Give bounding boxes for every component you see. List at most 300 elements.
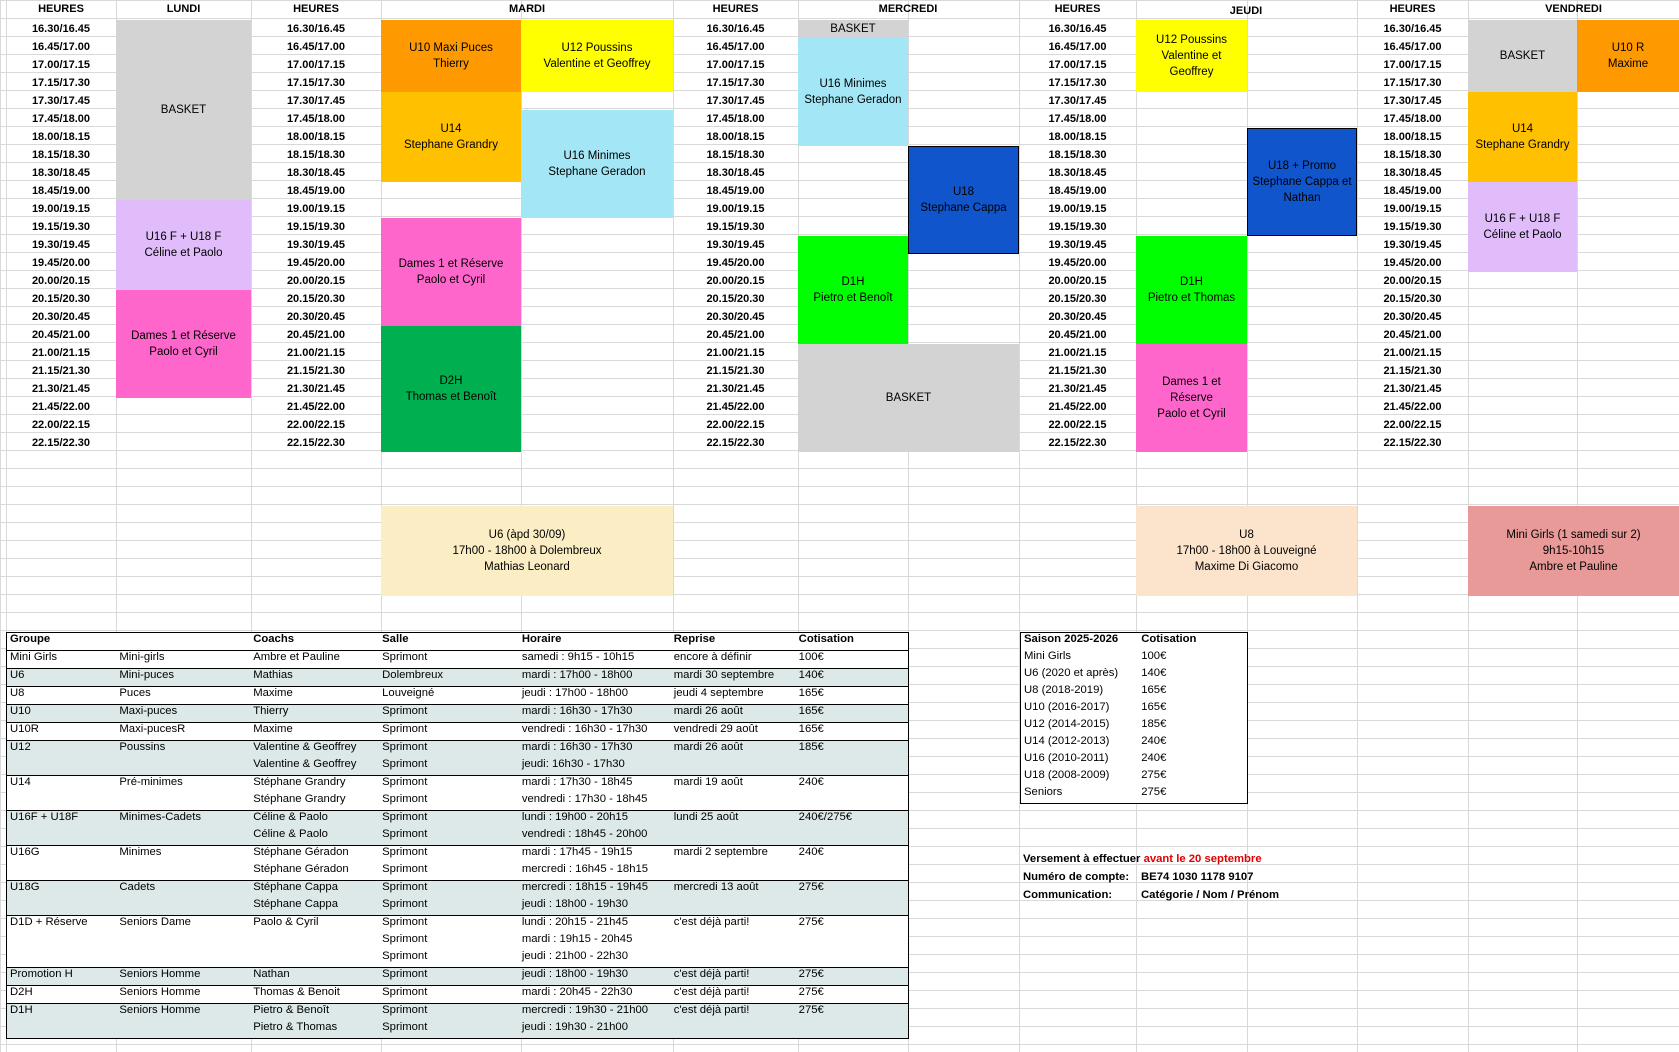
time-slot: 21.45/22.00	[31, 401, 91, 413]
table-cell	[796, 758, 909, 776]
time-slot: 16.45/17.00	[286, 41, 346, 53]
table-row	[1021, 650, 1248, 667]
jeudi-dames-block: Dames 1 et Réserve Paolo et Cyril	[1136, 344, 1247, 452]
table-cell: jeudi : 18h00 - 19h30	[519, 968, 671, 986]
time-slot: 18.00/18.15	[286, 131, 346, 143]
table-cell	[796, 950, 909, 968]
table-cell: Seniors	[1024, 786, 1063, 798]
time-slot: 21.15/21.30	[1383, 365, 1442, 377]
table-cell: Valentine & Geoffrey	[250, 758, 379, 776]
time-slot: 16.45/17.00	[706, 41, 765, 53]
table-row	[7, 933, 909, 950]
time-slot: 19.45/20.00	[1383, 257, 1442, 269]
time-slot: 18.30/18.45	[31, 167, 91, 179]
table-cell: 275€	[796, 916, 909, 934]
table-cell: Thierry	[250, 705, 379, 723]
time-slot: 17.00/17.15	[1383, 59, 1442, 71]
time-slot: 17.45/18.00	[1383, 113, 1442, 125]
table-row	[1021, 667, 1248, 684]
time-slot: 20.15/20.30	[706, 293, 765, 305]
time-slot: 18.15/18.30	[1048, 149, 1107, 161]
mercredi-d1h-block: D1H Pietro et Benoît	[798, 236, 908, 344]
table-cell: jeudi : 19h30 - 21h00	[519, 1021, 671, 1039]
table-cell: Mini Girls	[7, 651, 117, 669]
table-row	[7, 723, 909, 741]
table-cell: mardi : 17h00 - 18h00	[519, 669, 671, 687]
time-slot: 20.15/20.30	[1383, 293, 1442, 305]
table-cell: U8	[7, 687, 117, 705]
time-slot: 17.15/17.30	[31, 77, 91, 89]
time-slot: 18.00/18.15	[1383, 131, 1442, 143]
table-row	[7, 846, 909, 864]
column-header: Saison 2025-2026	[1024, 633, 1119, 645]
time-slot: 18.00/18.15	[706, 131, 765, 143]
table-cell	[116, 793, 250, 811]
time-slot: 20.00/20.15	[1383, 275, 1442, 287]
time-slot: 16.45/17.00	[1383, 41, 1442, 53]
heures-header: HEURES	[1054, 3, 1101, 15]
time-slot: 20.15/20.30	[31, 293, 91, 305]
time-slot: 21.45/22.00	[1048, 401, 1107, 413]
time-slot: 21.30/21.45	[286, 383, 346, 395]
table-cell: Sprimont	[382, 950, 428, 962]
time-slot: 18.00/18.15	[1048, 131, 1107, 143]
table-cell	[116, 863, 250, 881]
table-cell: lundi 25 août	[671, 811, 796, 829]
table-cell: 240€	[1141, 735, 1167, 747]
table-cell: 275€	[796, 968, 909, 986]
time-slot: 22.15/22.30	[31, 437, 91, 449]
lundi-basket-block: BASKET	[116, 20, 251, 200]
table-cell: U14	[7, 776, 117, 794]
table-cell: encore à définir	[671, 651, 796, 669]
table-cell: 240€	[1141, 752, 1167, 764]
table-cell: 165€	[796, 687, 909, 705]
table-cell: Sprimont	[379, 651, 519, 669]
table-cell	[7, 1021, 117, 1039]
table-row	[7, 776, 909, 794]
time-slot: 18.30/18.45	[1383, 167, 1442, 179]
table-cell: Cadets	[116, 881, 250, 899]
table-row	[7, 651, 909, 669]
table-cell: U10	[7, 705, 117, 723]
table-cell: Sprimont	[379, 723, 519, 741]
time-slot: 19.15/19.30	[1383, 221, 1442, 233]
time-slot: 19.00/19.15	[31, 203, 91, 215]
table-cell: 165€	[796, 705, 909, 723]
table-cell: vendredi : 17h30 - 18h45	[521, 793, 648, 805]
vendredi-u10r-block: U10 R Maxime	[1577, 20, 1679, 92]
table-cell: U10R	[7, 723, 117, 741]
table-cell	[7, 758, 117, 776]
table-row	[7, 881, 909, 899]
column-header: Groupe	[10, 633, 51, 645]
table-cell: U16F + U18F	[7, 811, 117, 829]
table-row	[7, 741, 909, 759]
time-slot: 21.30/21.45	[1383, 383, 1442, 395]
table-cell: c'est déjà parti!	[671, 1004, 796, 1022]
table-cell	[796, 933, 909, 950]
time-slot: 22.15/22.30	[1383, 437, 1442, 449]
time-slot: 20.30/20.45	[286, 311, 346, 323]
table-cell: Sprimont	[379, 916, 519, 934]
table-cell: mardi : 19h15 - 20h45	[521, 933, 633, 945]
table-row	[1021, 701, 1248, 718]
payment-deadline-prefix: Versement à effectuer	[1023, 853, 1144, 865]
table-cell: 165€	[1141, 684, 1167, 696]
jeudi-d1h-block: D1H Pietro et Thomas	[1136, 236, 1247, 344]
vendredi-basket-block: BASKET	[1468, 20, 1577, 92]
mardi-dames-block: Dames 1 et Réserve Paolo et Cyril	[381, 218, 521, 326]
table-cell: Seniors Homme	[116, 968, 250, 986]
table-cell: mardi : 17h30 - 18h45	[519, 776, 671, 794]
table-cell: U12	[7, 741, 117, 759]
time-slot: 18.45/19.00	[706, 185, 765, 197]
column-header: Horaire	[521, 633, 562, 645]
time-slot: 20.30/20.45	[31, 311, 91, 323]
time-slot: 17.00/17.15	[31, 59, 91, 71]
table-cell	[116, 828, 250, 846]
table-cell: Valentine & Geoffrey	[250, 741, 379, 759]
table-cell: c'est déjà parti!	[671, 968, 796, 986]
table-cell: Sprimont	[379, 881, 519, 899]
table-cell: U18 (2008-2009)	[1024, 769, 1110, 781]
time-slot: 17.00/17.15	[286, 59, 346, 71]
time-slot: 21.00/21.15	[286, 347, 346, 359]
table-cell: Sprimont	[379, 1004, 519, 1022]
time-slot: 22.00/22.15	[1383, 419, 1442, 431]
table-row	[7, 1021, 909, 1039]
vendredi-u16-block: U16 F + U18 F Céline et Paolo	[1468, 182, 1577, 272]
table-cell: D1H	[7, 1004, 117, 1022]
table-cell: Puces	[116, 687, 250, 705]
table-cell: Maxi-pucesR	[116, 723, 250, 741]
table-cell: mardi 19 août	[671, 776, 796, 794]
table-row	[1021, 718, 1248, 735]
table-cell	[796, 863, 909, 881]
column-header: Reprise	[673, 633, 716, 645]
time-slot: 21.45/22.00	[1383, 401, 1442, 413]
table-cell: mardi 26 août	[671, 741, 796, 759]
table-cell: mardi : 17h45 - 19h15	[519, 846, 671, 864]
time-slot: 19.15/19.30	[286, 221, 346, 233]
payment-deadline-line	[1023, 851, 1262, 868]
table-cell: 100€	[1141, 650, 1167, 662]
time-slot: 18.15/18.30	[286, 149, 346, 161]
time-slot: 20.45/21.00	[1048, 329, 1107, 341]
time-slot: 22.00/22.15	[286, 419, 346, 431]
column-header: Coachs	[253, 633, 295, 645]
time-slot: 16.45/17.00	[31, 41, 91, 53]
table-cell: Stéphane Grandry	[253, 793, 346, 805]
table-cell: jeudi : 21h00 - 22h30	[521, 950, 628, 962]
day-header-mercredi: MERCREDI	[878, 3, 938, 15]
table-cell: Céline & Paolo	[250, 811, 379, 829]
table-cell: Mathias	[250, 669, 379, 687]
time-slot: 17.45/18.00	[286, 113, 346, 125]
time-slot: 16.30/16.45	[1383, 23, 1442, 35]
mercredi-u18-block: U18 Stephane Cappa	[908, 146, 1019, 254]
jeudi-u8-block: U8 17h00 - 18h00 à Louveigné Maxime Di Giacomo	[1136, 506, 1357, 596]
table-row	[7, 758, 909, 776]
day-header-jeudi: JEUDI	[1229, 5, 1263, 17]
table-cell: 240€/275€	[796, 811, 909, 829]
time-slot: 18.30/18.45	[706, 167, 765, 179]
time-slot: 21.30/21.45	[706, 383, 765, 395]
table-cell: mercredi : 19h30 - 21h00	[519, 1004, 671, 1022]
table-row	[1021, 786, 1248, 804]
time-slot: 20.00/20.15	[31, 275, 91, 287]
table-cell	[250, 933, 379, 950]
table-cell: Minimes-Cadets	[116, 811, 250, 829]
time-slot: 20.45/21.00	[706, 329, 765, 341]
time-slot: 18.15/18.30	[706, 149, 765, 161]
time-slot: 19.30/19.45	[706, 239, 765, 251]
table-cell: 275€	[796, 1004, 909, 1022]
time-slot: 18.45/19.00	[286, 185, 346, 197]
table-cell: 240€	[796, 776, 909, 794]
table-cell: vendredi : 16h30 - 17h30	[519, 723, 671, 741]
table-cell: D1D + Réserve	[7, 916, 117, 934]
table-cell: Seniors Dame	[116, 916, 250, 934]
table-cell: Stéphane Grandry	[250, 776, 379, 794]
table-cell: mardi : 20h45 - 22h30	[519, 986, 671, 1004]
table-cell	[671, 828, 796, 846]
mardi-u14-block: U14 Stephane Grandry	[381, 92, 521, 182]
table-cell: c'est déjà parti!	[671, 916, 796, 934]
table-cell: U12 (2014-2015)	[1024, 718, 1110, 730]
time-slot: 21.00/21.15	[1048, 347, 1107, 359]
time-slot: 19.15/19.30	[31, 221, 91, 233]
table-cell: Maxime	[250, 687, 379, 705]
time-slot: 18.30/18.45	[1048, 167, 1107, 179]
table-cell: Maxi-puces	[116, 705, 250, 723]
table-cell: lundi : 19h00 - 20h15	[519, 811, 671, 829]
time-slot: 17.45/18.00	[1048, 113, 1107, 125]
table-cell: mardi 26 août	[671, 705, 796, 723]
table-cell: jeudi 4 septembre	[671, 687, 796, 705]
time-slot: 18.45/19.00	[31, 185, 91, 197]
lundi-dames-block: Dames 1 et Réserve Paolo et Cyril	[116, 290, 251, 398]
table-row	[7, 811, 909, 829]
time-slot: 17.30/17.45	[31, 95, 91, 107]
table-cell: jeudi: 16h30 - 17h30	[519, 758, 671, 776]
time-slot: 20.00/20.15	[286, 275, 346, 287]
season-table	[1020, 632, 1248, 804]
time-slot: 18.15/18.30	[1383, 149, 1442, 161]
table-row	[1021, 735, 1248, 752]
table-row	[7, 1004, 909, 1022]
time-slot: 17.15/17.30	[706, 77, 765, 89]
table-row	[1021, 769, 1248, 786]
table-cell: vendredi : 18h45 - 20h00	[519, 828, 671, 846]
table-cell: Sprimont	[379, 828, 519, 846]
communication-value: Catégorie / Nom / Prénom	[1141, 889, 1280, 901]
time-slot: 16.30/16.45	[1048, 23, 1107, 35]
table-row	[7, 863, 909, 881]
table-cell: Sprimont	[382, 933, 428, 945]
table-cell: Pietro & Benoît	[250, 1004, 379, 1022]
communication-label: Communication:	[1023, 889, 1113, 901]
table-cell: Sprimont	[379, 968, 519, 986]
table-cell	[7, 898, 117, 916]
table-cell: mardi : 16h30 - 17h30	[519, 741, 671, 759]
table-cell	[116, 933, 250, 950]
table-cell: 140€	[1141, 667, 1167, 679]
time-slot: 16.30/16.45	[31, 23, 91, 35]
table-cell: 275€	[1141, 769, 1167, 781]
time-slot: 16.45/17.00	[1048, 41, 1107, 53]
time-slot: 22.15/22.30	[1048, 437, 1107, 449]
time-slot: 17.30/17.45	[1048, 95, 1107, 107]
time-slot: 21.00/21.15	[706, 347, 765, 359]
time-slot: 19.45/20.00	[286, 257, 346, 269]
table-cell: Sprimont	[382, 793, 428, 805]
table-cell: Sprimont	[379, 776, 519, 794]
table-row	[7, 705, 909, 723]
time-slot: 20.45/21.00	[31, 329, 91, 341]
time-slot: 16.30/16.45	[706, 23, 765, 35]
table-row	[7, 950, 909, 968]
table-cell: Dolembreux	[379, 669, 519, 687]
time-slot: 21.45/22.00	[286, 401, 346, 413]
table-cell: Mini-puces	[116, 669, 250, 687]
mardi-u10-block: U10 Maxi Puces Thierry	[381, 20, 521, 92]
table-cell: Sprimont	[379, 741, 519, 759]
mardi-d2h-block: D2H Thomas et Benoît	[381, 326, 521, 452]
time-slot: 17.00/17.15	[706, 59, 765, 71]
time-slot: 19.45/20.00	[31, 257, 91, 269]
column-header: Cotisation	[1141, 633, 1197, 645]
time-slot: 20.00/20.15	[706, 275, 765, 287]
time-slot: 21.30/21.45	[1048, 383, 1107, 395]
time-slot: 19.00/19.15	[286, 203, 346, 215]
table-cell: 185€	[1141, 718, 1167, 730]
heures-header: HEURES	[293, 3, 339, 15]
table-cell	[671, 793, 796, 811]
table-cell: 275€	[1141, 786, 1167, 798]
account-number: BE74 1030 1178 9107	[1141, 871, 1254, 883]
table-cell: Sprimont	[379, 758, 519, 776]
table-cell: Poussins	[116, 741, 250, 759]
vendredi-u14-block: U14 Stephane Grandry	[1468, 92, 1577, 182]
time-slot: 19.45/20.00	[706, 257, 765, 269]
time-slot: 22.15/22.30	[706, 437, 765, 449]
table-cell: Sprimont	[379, 811, 519, 829]
table-cell	[796, 1021, 909, 1039]
time-slot: 18.30/18.45	[286, 167, 346, 179]
table-cell	[671, 950, 796, 968]
table-cell: Sprimont	[382, 863, 428, 875]
time-slot: 21.00/21.15	[1383, 347, 1442, 359]
account-label: Numéro de compte:	[1023, 871, 1130, 883]
table-cell: U6	[7, 669, 117, 687]
time-slot: 17.15/17.30	[1383, 77, 1442, 89]
table-cell	[7, 950, 117, 968]
groups-table-header	[7, 633, 909, 651]
time-slot: 20.15/20.30	[286, 293, 346, 305]
time-slot: 20.15/20.30	[1048, 293, 1107, 305]
lundi-u16-block: U16 F + U18 F Céline et Paolo	[116, 200, 251, 290]
table-row	[1021, 752, 1248, 769]
table-cell: Sprimont	[379, 705, 519, 723]
time-slot: 18.45/19.00	[1383, 185, 1442, 197]
column-header: Cotisation	[798, 633, 854, 645]
table-cell: 140€	[796, 669, 909, 687]
table-cell: Stéphane Cappa	[250, 881, 379, 899]
table-cell: Sprimont	[379, 986, 519, 1004]
table-cell: Promotion H	[7, 968, 117, 986]
heures-header: HEURES	[712, 3, 759, 15]
table-row	[7, 687, 909, 705]
time-slot: 20.00/20.15	[1048, 275, 1107, 287]
time-slot: 19.00/19.15	[1048, 203, 1107, 215]
table-cell: U8 (2018-2019)	[1024, 684, 1104, 696]
time-slot: 19.45/20.00	[1048, 257, 1107, 269]
table-cell	[7, 793, 117, 811]
time-slot: 19.30/19.45	[1383, 239, 1442, 251]
time-slot: 20.30/20.45	[1048, 311, 1107, 323]
season-table-header	[1021, 633, 1248, 651]
table-cell: Mini Girls	[1024, 650, 1072, 662]
table-cell: mardi 30 septembre	[671, 669, 796, 687]
table-cell: Pietro & Thomas	[250, 1021, 379, 1039]
table-cell: Thomas & Benoit	[250, 986, 379, 1004]
table-cell	[116, 898, 250, 916]
table-cell: mardi 2 septembre	[671, 846, 796, 864]
table-cell: 100€	[796, 651, 909, 669]
table-cell	[7, 828, 117, 846]
time-slot: 18.15/18.30	[31, 149, 91, 161]
table-cell: U6 (2020 et après)	[1024, 667, 1119, 679]
time-slot: 19.30/19.45	[1048, 239, 1107, 251]
table-cell: U16G	[7, 846, 117, 864]
table-cell: Sprimont	[379, 1021, 519, 1039]
time-slot: 17.30/17.45	[706, 95, 765, 107]
table-cell: Mini-girls	[116, 651, 250, 669]
table-cell: 275€	[796, 881, 909, 899]
time-slot: 20.45/21.00	[1383, 329, 1442, 341]
time-slot: 17.30/17.45	[286, 95, 346, 107]
table-cell: Stéphane Cappa	[250, 898, 379, 916]
table-cell: 165€	[796, 723, 909, 741]
table-row	[7, 793, 909, 811]
mercredi-u16-block: U16 Minimes Stephane Geradon	[798, 38, 908, 146]
time-slot: 17.15/17.30	[1048, 77, 1107, 89]
time-slot: 17.45/18.00	[31, 113, 91, 125]
day-header-vendredi: VENDREDI	[1545, 3, 1602, 15]
table-cell	[116, 950, 250, 968]
table-cell: U14 (2012-2013)	[1024, 735, 1110, 747]
groups-table	[6, 632, 909, 1039]
table-cell: 165€	[1141, 701, 1167, 713]
table-cell	[796, 828, 909, 846]
time-slot: 16.30/16.45	[286, 23, 346, 35]
table-cell: Ambre et Pauline	[250, 651, 379, 669]
table-cell: mercredi : 16h45 - 18h15	[521, 863, 649, 875]
time-slot: 19.30/19.45	[31, 239, 91, 251]
time-slot: 20.30/20.45	[706, 311, 765, 323]
table-cell: lundi : 20h15 - 21h45	[519, 916, 671, 934]
table-cell: U10 (2016-2017)	[1024, 701, 1110, 713]
time-slot: 19.00/19.15	[706, 203, 765, 215]
table-cell: c'est déjà parti!	[671, 986, 796, 1004]
table-cell	[116, 1021, 250, 1039]
time-slot: 17.15/17.30	[286, 77, 346, 89]
table-cell: 275€	[796, 986, 909, 1004]
time-slot: 21.15/21.30	[706, 365, 765, 377]
time-slot: 21.00/21.15	[31, 347, 91, 359]
